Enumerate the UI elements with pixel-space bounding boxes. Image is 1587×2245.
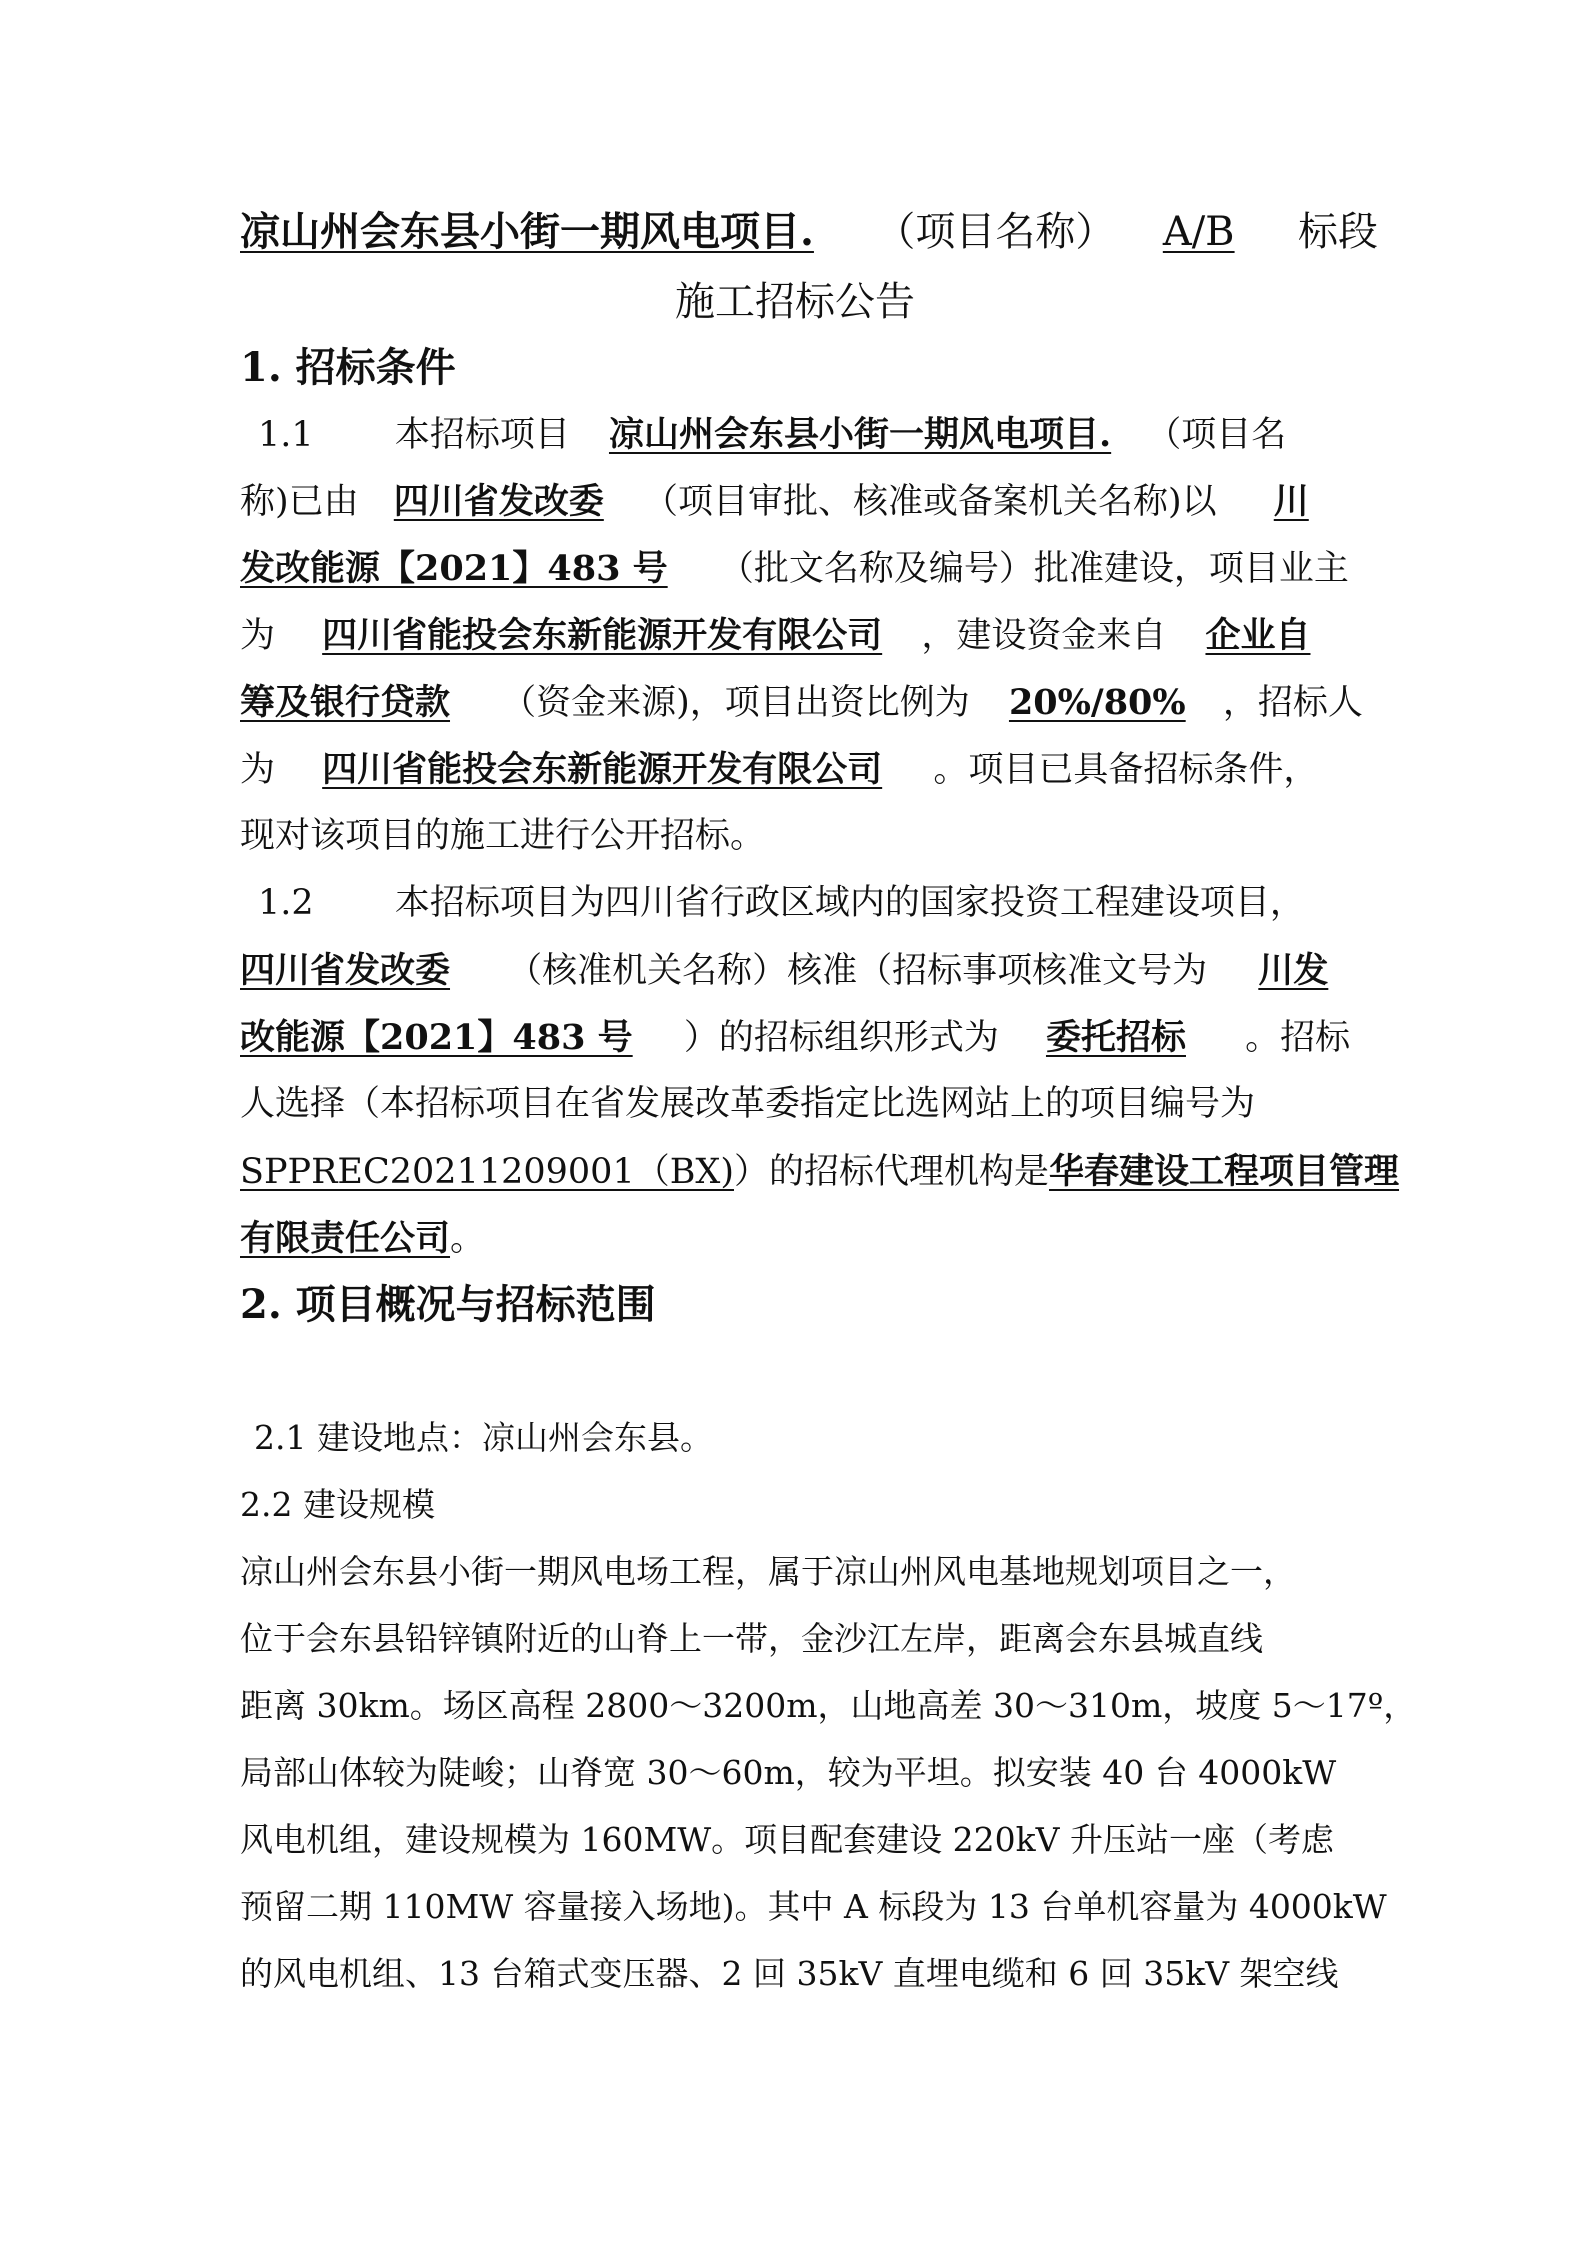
text: 现对该项目的施工进行公开招标。 (240, 816, 766, 856)
body-line: 位于会东县铅锌镇附近的山脊上一带，金沙江左岸，距离会东县城直线 (240, 1619, 1263, 1658)
funding-source-part1: 企业自 (1205, 615, 1311, 656)
section-2-1 (240, 1404, 1360, 1471)
text: ，招标人 (1222, 683, 1363, 723)
text: （资金来源)，项目出资比例为 (501, 683, 970, 723)
body-line: 风电机组，建设规模为 160MW。项目配套建设 220kV 升压站一座（考虑 (240, 1820, 1334, 1859)
text: 人选择（本招标项目在省发展改革委指定比选网站上的项目编号为 (240, 1084, 1256, 1124)
section-2-2 (240, 1471, 1360, 1538)
text: 2.1 建设地点：凉山州会东县。 (254, 1418, 713, 1457)
text: （批文名称及编号）批准建设，项目业主 (718, 549, 1349, 589)
body-line: 预留二期 110MW 容量接入场地)。其中 A 标段为 13 台单机容量为 4000kW (240, 1887, 1387, 1926)
approval-authority: 四川省发改委 (240, 950, 451, 991)
approval-doc-part2: 发改能源【2021】483 号 (240, 548, 668, 589)
body-line: 的风电机组、13 台箱式变压器、2 回 35kV 直埋电缆和 6 回 35kV 架空线 (240, 1954, 1339, 1993)
title-section-word: 标段 (1298, 209, 1379, 255)
text: 称)已由 (240, 482, 359, 522)
section-2-heading: 2. 项目概况与招标范围 (240, 1281, 656, 1328)
project-code: SPPREC20211209001（BX) (240, 1152, 734, 1192)
title-section-label: A/B (1162, 209, 1235, 255)
approval-number-part1: 川发 (1258, 950, 1329, 991)
title-line-1 (240, 208, 1379, 255)
text: 。 (450, 1219, 486, 1259)
body-line: 凉山州会东县小街一期风电场工程，属于凉山州风电基地规划项目之一， (240, 1552, 1296, 1591)
funding-source-part2: 筹及银行贷款 (240, 682, 451, 723)
text: ，建设资金来自 (921, 616, 1167, 656)
text: ）的招标组织形式为 (683, 1018, 999, 1058)
section-1-heading: 1. 招标条件 (240, 344, 456, 391)
body-line: 距离 30km。场区高程 2800～3200m，山地高差 30～310m，坡度 5～17º， (240, 1686, 1417, 1725)
tenderer: 四川省能投会东新能源开发有限公司 (322, 749, 883, 790)
clause-number: 1.2 (258, 883, 314, 923)
project-name: 凉山州会东县小街一期风电项目. (608, 414, 1112, 455)
funding-ratio: 20%/80% (1008, 682, 1186, 723)
text: 本招标项目为四川省行政区域内的国家投资工程建设项目， (394, 883, 1305, 923)
title-project-name: 凉山州会东县小街一期风电项目. (240, 208, 814, 255)
text: （项目审批、核准或备案机关名称)以 (642, 482, 1217, 522)
text: 2.2 建设规模 (240, 1485, 435, 1524)
text: （项目名 (1146, 415, 1287, 455)
title-line-2: 施工招标公告 (675, 279, 915, 325)
paragraph-1-2 (240, 870, 1400, 1272)
agency-name-part1: 华春建设工程项目管理 (1049, 1151, 1400, 1192)
approval-number-part2: 改能源【2021】483 号 (240, 1017, 633, 1058)
text: 。项目已具备招标条件， (933, 750, 1319, 790)
text: 为 (240, 616, 276, 656)
paragraph-1-1 (240, 401, 1363, 870)
approval-authority: 四川省发改委 (393, 481, 604, 522)
text: （核准机关名称）核准（招标事项核准文号为 (507, 951, 1208, 991)
tender-form: 委托招标 (1045, 1017, 1186, 1058)
agency-name-part2: 有限责任公司 (240, 1218, 451, 1259)
text: ）的招标代理机构是 (734, 1152, 1050, 1192)
text: 。招标 (1245, 1018, 1351, 1058)
approval-doc-part1: 川 (1273, 481, 1309, 522)
title-project-note: （项目名称） (875, 209, 1116, 255)
text: 为 (240, 750, 276, 790)
section-2-2-body (240, 1538, 1417, 2007)
body-line: 局部山体较为陡峻；山脊宽 30～60m，较为平坦。拟安装 40 台 4000kW (240, 1753, 1337, 1792)
text: 本招标项目 (394, 415, 570, 455)
project-owner: 四川省能投会东新能源开发有限公司 (322, 615, 883, 656)
clause-number: 1.1 (258, 415, 314, 455)
